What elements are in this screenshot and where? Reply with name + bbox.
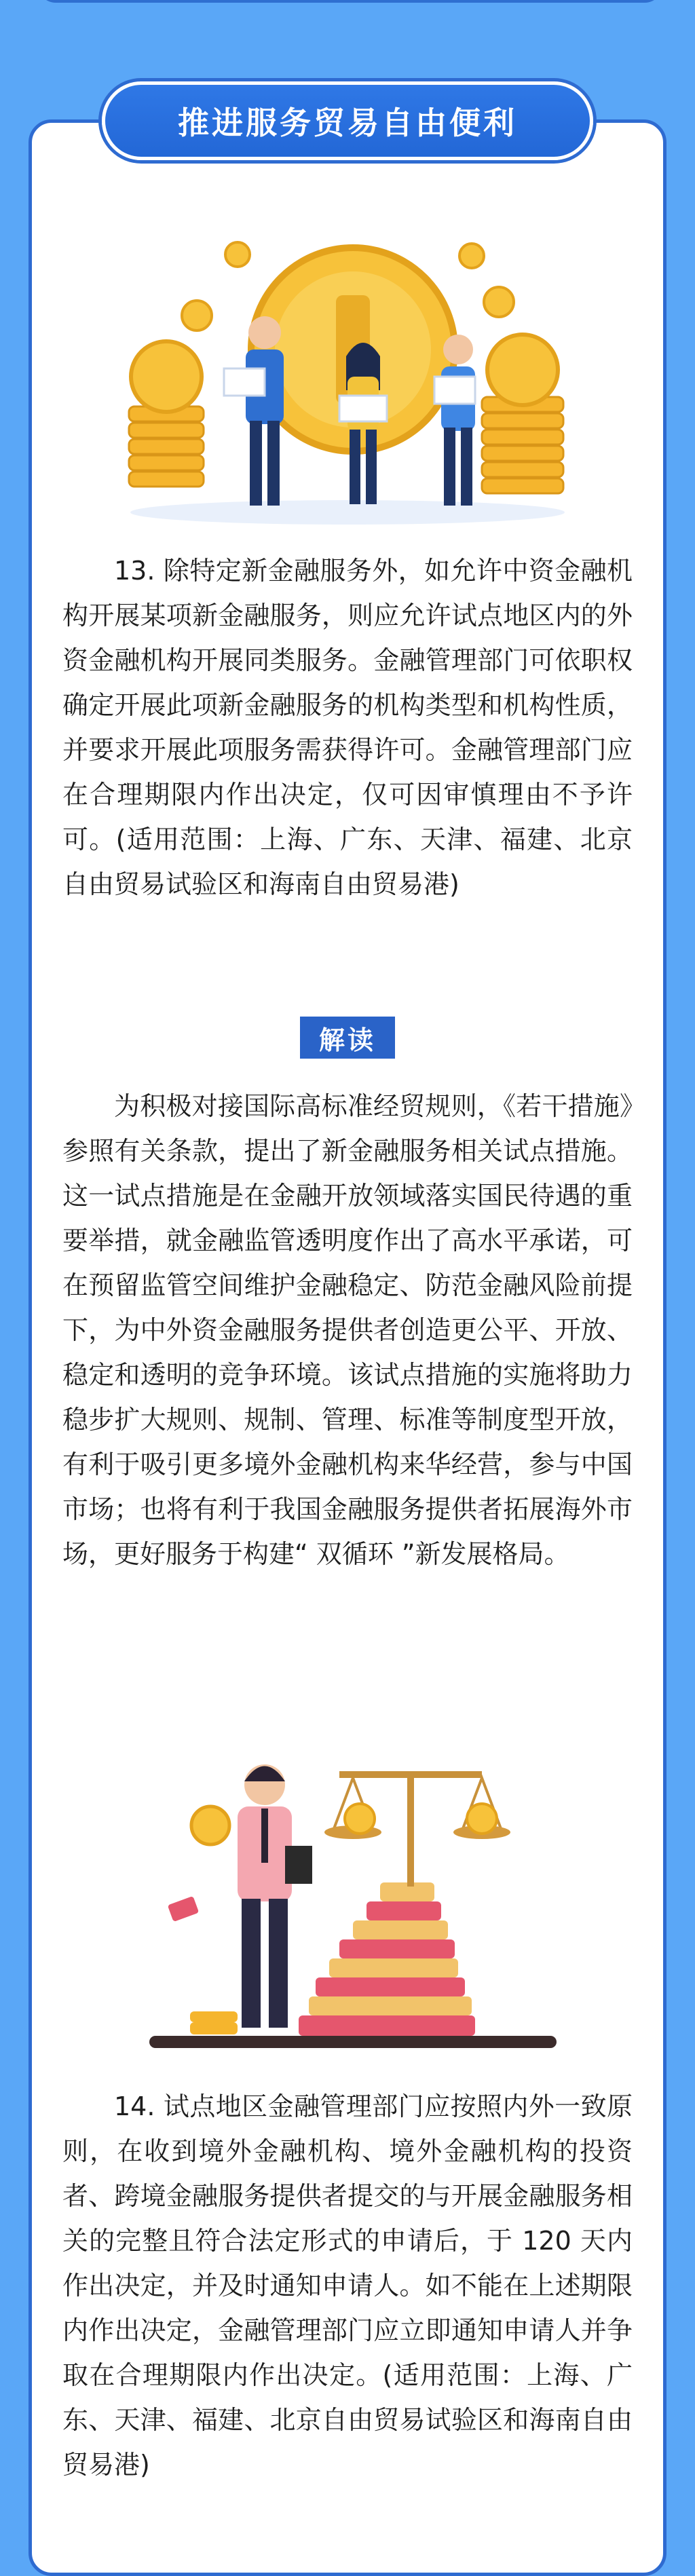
balance-scale-illustration (136, 1744, 559, 2063)
interpretation-badge (300, 1017, 395, 1059)
section-title: 推进服务贸易自由便利 (178, 105, 517, 141)
item-13-paragraph: 13. 除特定新金融服务外，如允许中资金融机构开展某项新金融服务，则应允许试点地区内的外资金融机构开展同类服务。金融管理部门可依职权确定开展此项新金融服务的机构类型和机构性质，并要求开展此项服务需获得许可。金融管理部门应在合理期限内作出决定，仅可因审慎理由不予许可。(适用范围：上海、广东、天津、福建、北京自由贸易试验区和海南自由贸易港) (62, 556, 633, 899)
finance-coins-illustration (102, 214, 593, 526)
interpretation-label: 解读 (318, 1025, 376, 1055)
interpretation-paragraph: 为积极对接国际高标准经贸规则，《若干措施》参照有关条款，提出了新金融服务相关试点措施。这一试点措施是在金融开放领域落实国民待遇的重要举措，就金融监管透明度作出了高水平承诺，可在预留监管空间维护金融稳定、防范金融风险前提下，为中外资金融服务提供者创造更公平、开放、稳定和透明的竞争环境。该试点措施的实施将助力稳步扩大规则、规制、管理、标准等制度型开放，有利于吸引更多境外金融机构来华经营，参与中国市场；也将有利于我国金融服务提供者拓展海外市场，更好服务于构建“ 双循环 ”新发展格局。 (62, 1091, 633, 1569)
item-14-paragraph: 14. 试点地区金融管理部门应按照内外一致原则，在收到境外金融机构、境外金融机构的投资者、跨境金融服务提供者提交的与开展金融服务相关的完整且符合法定形式的申请后，于 120 天内作出决定，并及时通知申请人。如不能在上述期限内作出决定，金融管理部门应立即通知申请人并争取在合理期限内作出决定。(适用范围：上海、广东、天津、福建、北京自由贸易试验区和海南自由贸易港) (62, 2091, 633, 2480)
previous-card-bottom (38, 0, 662, 3)
section-title-pill (102, 81, 593, 160)
